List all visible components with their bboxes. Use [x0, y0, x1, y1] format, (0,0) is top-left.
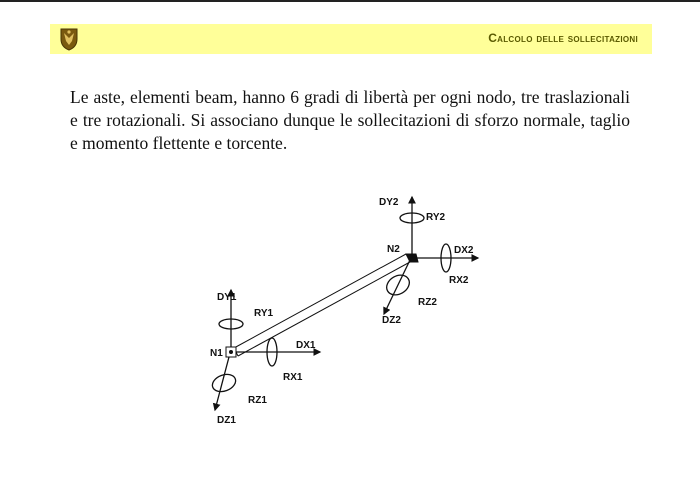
label-dy1: DY1: [217, 292, 237, 303]
beam-element: [226, 254, 418, 357]
body-paragraph: Le aste, elementi beam, hanno 6 gradi di libertà per ogni nodo, tre traslazionali e tre rotazionali. Si associano dunque le sollecitazioni di sforzo normale, taglio e momento flettente e torcente.: [70, 87, 630, 153]
label-rz1: RZ1: [248, 395, 267, 406]
label-dz1: DZ1: [217, 415, 236, 426]
label-n2: N2: [387, 244, 400, 255]
label-rx1: RX1: [283, 372, 303, 383]
label-rx2: RX2: [449, 275, 469, 286]
label-dx2: DX2: [454, 245, 474, 256]
page-title: Calcolo delle sollecitazioni: [488, 31, 638, 45]
label-ry2: RY2: [426, 212, 446, 223]
label-dx1: DX1: [296, 340, 316, 351]
label-ry1: RY1: [254, 308, 274, 319]
label-n1: N1: [210, 348, 223, 359]
label-dy2: DY2: [379, 197, 399, 208]
label-dz2: DZ2: [382, 315, 401, 326]
label-rz2: RZ2: [418, 297, 437, 308]
